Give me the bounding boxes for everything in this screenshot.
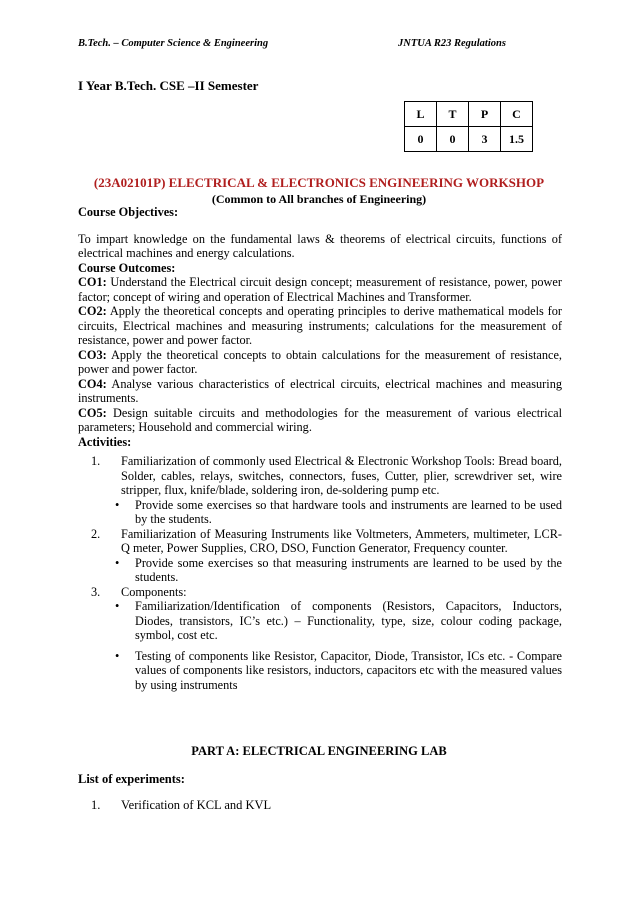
ltpc-table — [404, 101, 533, 152]
ltpc-header-row — [405, 102, 533, 127]
activity-item — [78, 585, 562, 600]
experiment-number: 1. — [91, 798, 101, 812]
outcome-text: Apply the theoretical concepts to obtain calculations for the measurement of resistance, power and power factor. — [78, 347, 562, 376]
outcome-code: CO3: — [78, 347, 107, 362]
ltpc-value-cell: 1.5 — [501, 127, 533, 152]
activity-number: 3. — [91, 584, 101, 599]
ltpc-header-cell: L — [405, 102, 437, 127]
bullet-text: Provide some exercises so that measuring instruments are learned to be used by the students. — [135, 555, 562, 584]
ltpc-value-cell: 0 — [405, 127, 437, 152]
outcome-item — [78, 275, 562, 304]
bullet-text: Familiarization/Identification of components (Resistors, Capacitors, Inductors, Diodes, transistors, IC’s etc.) – Functionality, type, size, colour coding package, symbol, cost etc. — [135, 599, 562, 642]
activity-item — [78, 527, 562, 556]
header-regulations: JNTUA R23 Regulations — [398, 38, 506, 49]
outcome-code: CO1: — [78, 275, 107, 289]
bullet-icon: • — [115, 497, 120, 512]
outcome-code: CO4: — [78, 376, 107, 391]
part-a-heading: PART A: ELECTRICAL ENGINEERING LAB — [191, 744, 447, 758]
objectives-heading: Course Objectives: — [78, 205, 179, 219]
activity-text: Familiarization of commonly used Electrical & Electronic Workshop Tools: Bread board, Solder, cables, relays, switches, connectors, fuses, Cutter, plier, screwdriver set, wire stripper, flux, knife/blade, soldering iron, de-soldering pump etc. — [121, 454, 562, 497]
header-program: B.Tech. – Computer Science & Engineering — [78, 38, 269, 49]
activity-bullet — [111, 498, 562, 527]
ltpc-header-cell: P — [469, 102, 501, 127]
activity-number: 2. — [91, 526, 101, 541]
outcome-item — [78, 304, 562, 348]
ltpc-header-cell: T — [437, 102, 469, 127]
experiments-heading: List of experiments: — [78, 772, 185, 786]
activity-bullet — [111, 556, 562, 585]
bullet-icon: • — [115, 648, 120, 663]
outcome-text: Apply the theoretical concepts and operating principles to derive mathematical models for circuits, Electrical machines and measuring instruments; calculations for the measurement of resistance, power and power factor. — [78, 304, 562, 347]
activity-item — [78, 454, 562, 498]
ltpc-value-row — [405, 127, 533, 152]
activity-bullet — [111, 649, 562, 693]
bullet-text: Provide some exercises so that hardware tools and instruments are learned to be used by the students. — [135, 497, 562, 526]
course-title: (23A02101P) ELECTRICAL & ELECTRONICS ENGINEERING WORKSHOP — [93, 175, 545, 190]
outcome-text: Analyse various characteristics of electrical circuits, electrical machines and measuring instruments. — [78, 376, 562, 405]
semester-label: I Year B.Tech. CSE –II Semester — [78, 78, 259, 93]
ltpc-header-cell: C — [501, 102, 533, 127]
objectives-text: To impart knowledge on the fundamental laws & theorems of electrical circuits, functions of electrical machines and energy calculations. — [78, 231, 562, 260]
activity-text: Components: — [121, 584, 187, 599]
experiment-item — [78, 798, 271, 813]
outcome-code: CO5: — [78, 405, 107, 420]
experiment-text: Verification of KCL and KVL — [121, 798, 272, 812]
ltpc-value-cell: 3 — [469, 127, 501, 152]
activity-text: Familiarization of Measuring Instruments like Voltmeters, Ammeters, multimeter, LCR-Q meter, Power Supplies, CRO, DSO, Function Generator, Frequency counter. — [121, 526, 562, 555]
course-subtitle: (Common to All branches of Engineering) — [211, 192, 427, 206]
outcome-item — [78, 406, 562, 435]
bullet-text: Testing of components like Resistor, Capacitor, Diode, Transistor, ICs etc. - Compare values of components like resistors, inductors, capacitors etc with the measured values by using instruments — [135, 648, 562, 692]
activity-bullet — [111, 599, 562, 643]
course-body — [78, 205, 562, 692]
outcome-item — [78, 377, 562, 406]
activities-heading: Activities: — [78, 434, 132, 449]
bullet-icon: • — [115, 555, 120, 570]
ltpc-value-cell: 0 — [437, 127, 469, 152]
outcomes-heading: Course Outcomes: — [78, 260, 176, 275]
activity-number: 1. — [91, 454, 101, 468]
bullet-icon: • — [115, 599, 120, 613]
outcome-text: Understand the Electrical circuit design concept; measurement of resistance, power, power factor; concept of wiring and operation of Electrical Machines and Transformer. — [78, 275, 562, 304]
outcome-text: Design suitable circuits and methodologies for the measurement of various electrical parameters; Household and commercial wiring. — [78, 405, 562, 434]
outcome-code: CO2: — [78, 304, 107, 318]
outcome-item — [78, 348, 562, 377]
